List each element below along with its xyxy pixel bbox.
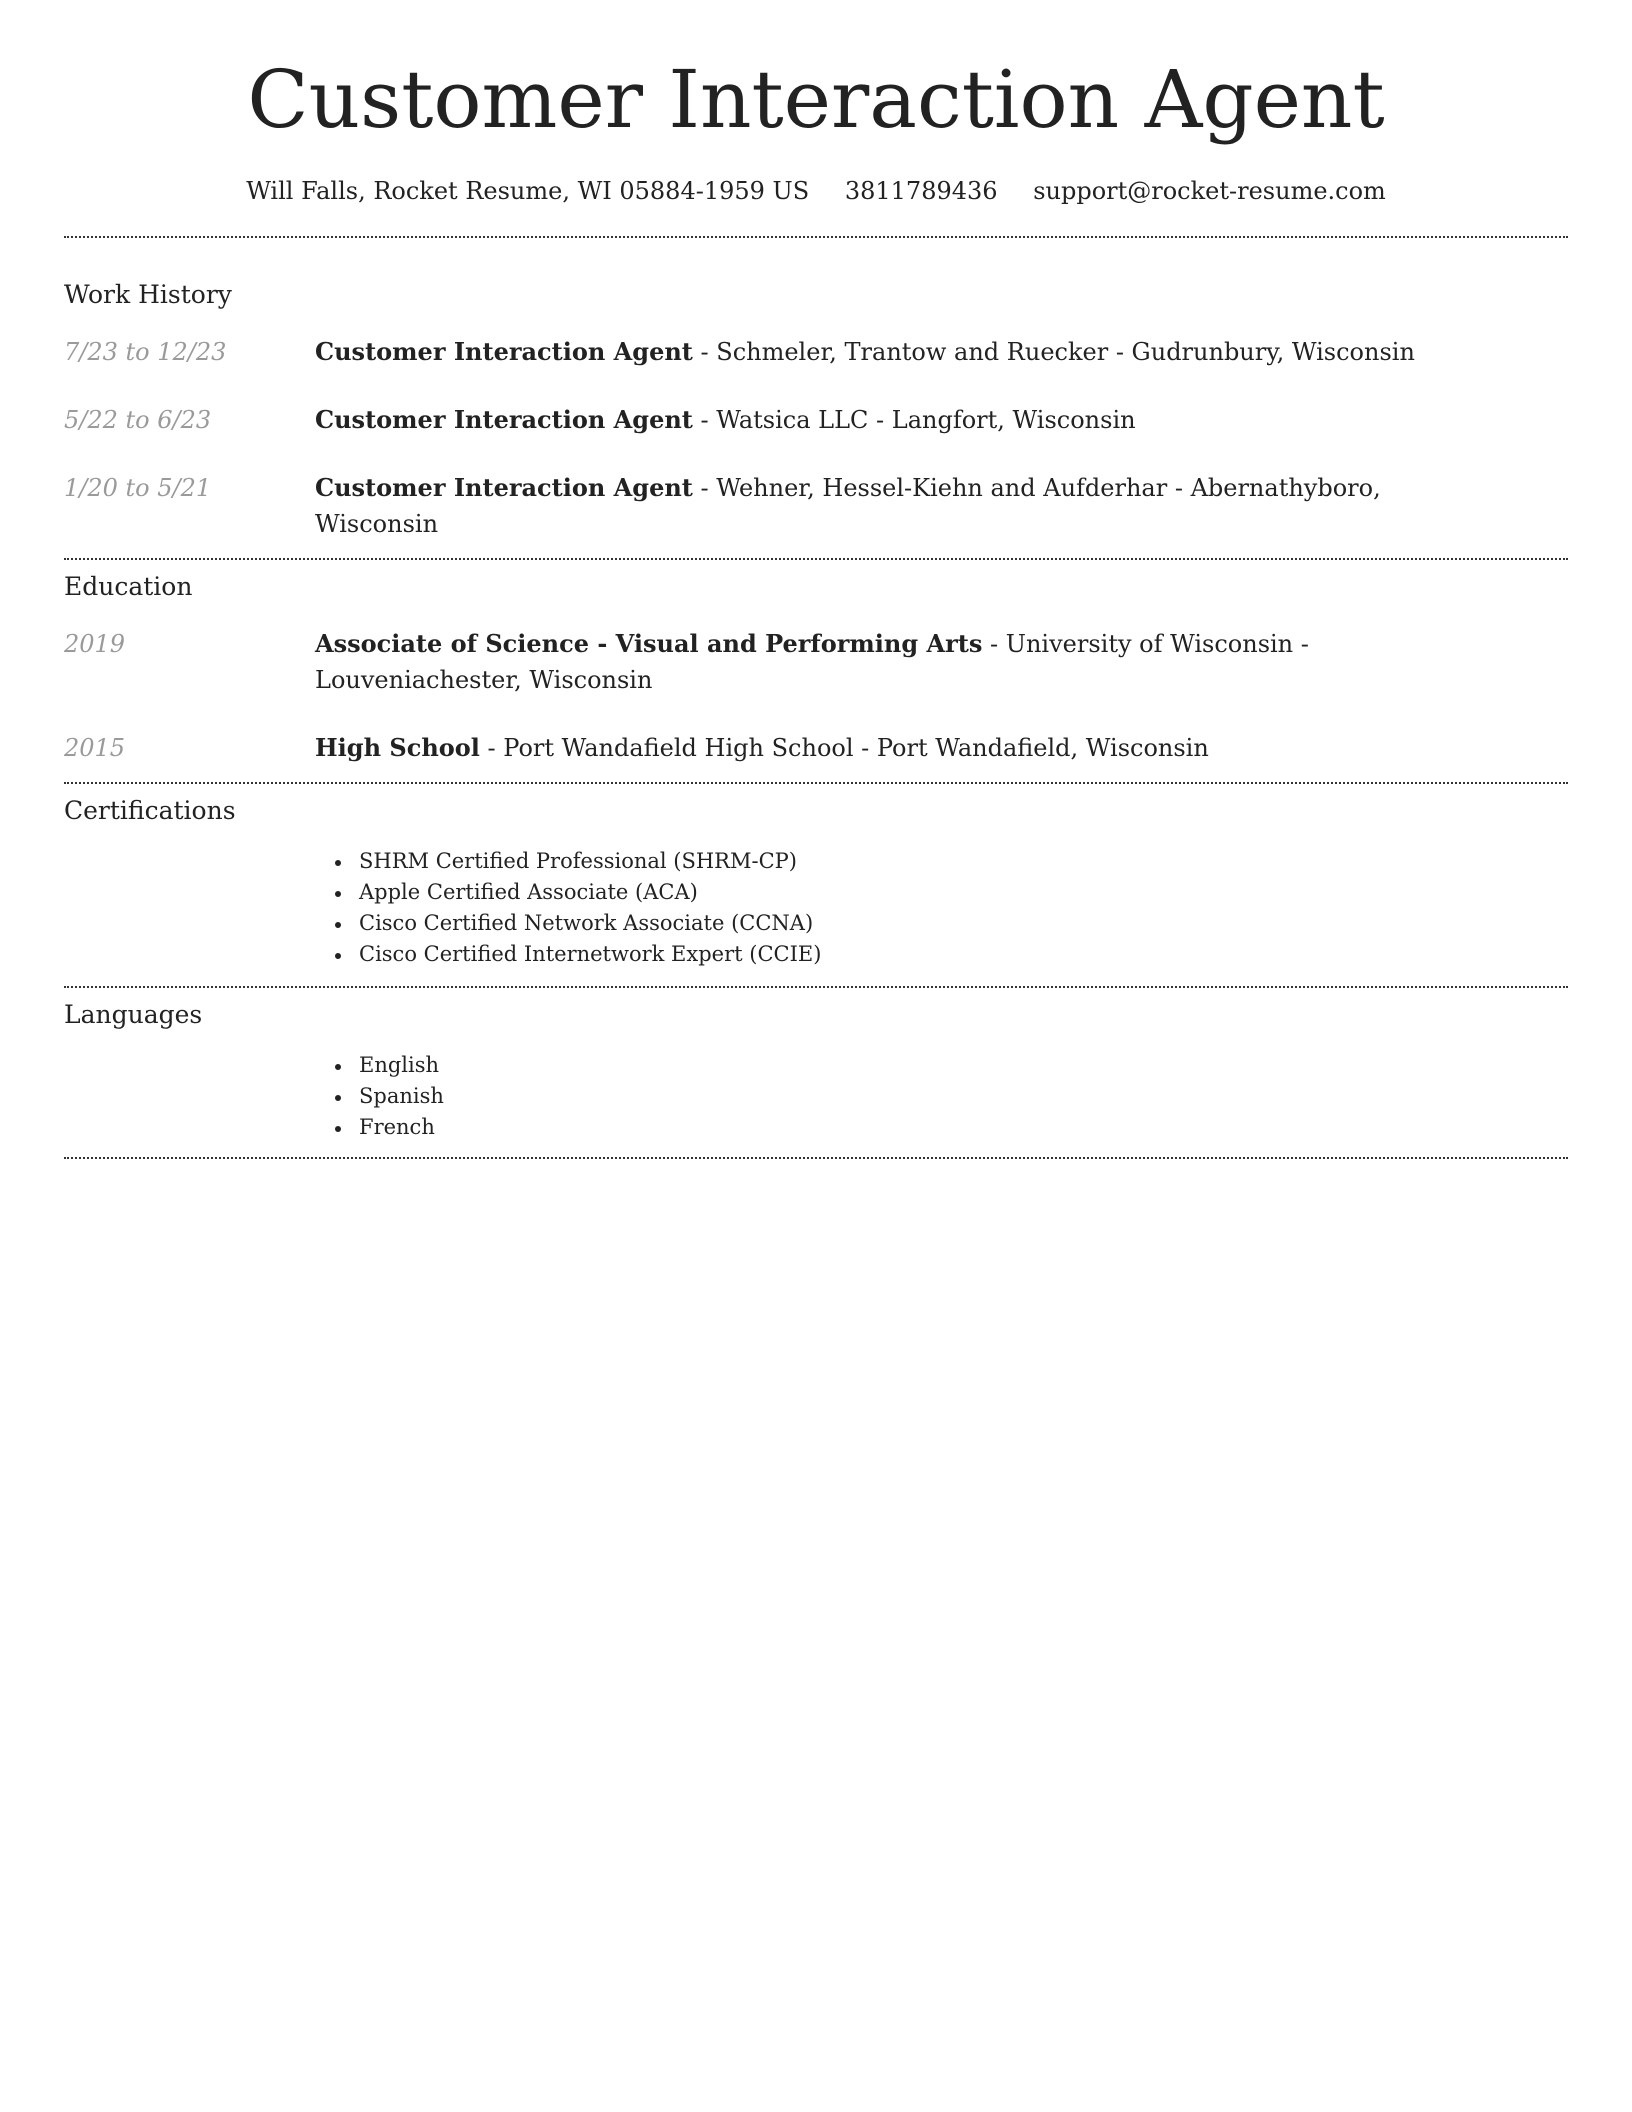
list-item: SHRM Certified Professional (SHRM-CP) (359, 846, 1568, 877)
section-divider-wrap (64, 766, 1568, 784)
certifications-list (64, 846, 1568, 970)
work-entry-date: 1/20 to 5/21 (64, 474, 212, 502)
list-item: Cisco Certified Network Associate (CCNA) (359, 908, 1568, 939)
education-entry-degree: High School (315, 733, 480, 762)
work-entry-date: 5/22 to 6/23 (64, 406, 212, 434)
contact-address: Will Falls, Rocket Resume, WI 05884-1959 US (246, 177, 810, 205)
work-entry (64, 402, 1568, 438)
contact-phone: 3811789436 (844, 177, 998, 205)
languages-list (64, 1050, 1568, 1143)
work-entry (64, 470, 1568, 542)
section-heading-education: Education (64, 572, 193, 601)
education-entry (64, 730, 1568, 766)
list-item: Apple Certified Associate (ACA) (359, 877, 1568, 908)
education-section (64, 560, 1568, 784)
work-entry (64, 334, 1568, 370)
education-entry-description (315, 730, 1568, 766)
list-item: French (359, 1112, 1568, 1143)
work-entry-role: Customer Interaction Agent (315, 337, 693, 366)
section-divider-wrap (64, 970, 1568, 988)
education-entry-description (315, 626, 1568, 698)
section-heading-languages: Languages (64, 1000, 203, 1029)
section-divider-wrap (64, 542, 1568, 560)
contact-email: support@rocket-resume.com (1033, 177, 1386, 205)
work-entry-description (315, 470, 1568, 542)
work-entry-description (315, 402, 1568, 438)
list-item: Spanish (359, 1081, 1568, 1112)
section-heading-work-history: Work History (64, 280, 232, 309)
education-entry-details: - University of Wisconsin - Louveniachester, Wisconsin (315, 630, 1309, 694)
work-entry-role: Customer Interaction Agent (315, 473, 693, 502)
contact-line (64, 174, 1568, 208)
resume-title: Customer Interaction Agent (247, 53, 1385, 146)
work-entry-details: - Wehner, Hessel-Kiehn and Aufderhar - Abernathyboro, Wisconsin (315, 474, 1381, 538)
work-entry-details: - Watsica LLC - Langfort, Wisconsin (692, 406, 1136, 434)
resume-header (64, 0, 1568, 208)
section-heading-certifications: Certifications (64, 796, 236, 825)
work-entry-date: 7/23 to 12/23 (64, 338, 227, 366)
languages-section (64, 988, 1568, 1159)
work-entry-role: Customer Interaction Agent (315, 405, 693, 434)
section-divider-wrap (64, 1143, 1568, 1159)
certifications-section (64, 784, 1568, 988)
work-entry-description (315, 334, 1568, 370)
education-entry (64, 626, 1568, 698)
work-entry-details: - Schmeler, Trantow and Ruecker - Gudrunbury, Wisconsin (692, 338, 1415, 366)
education-entry-date: 2015 (64, 734, 126, 762)
work-history-section (64, 238, 1568, 560)
list-item: English (359, 1050, 1568, 1081)
education-entry-degree: Associate of Science - Visual and Performing Arts (315, 629, 983, 658)
languages-divider (64, 1157, 1568, 1159)
education-entry-details: - Port Wandafield High School - Port Wandafield, Wisconsin (479, 734, 1209, 762)
education-entry-date: 2019 (64, 630, 126, 658)
list-item: Cisco Certified Internetwork Expert (CCIE) (359, 939, 1568, 970)
